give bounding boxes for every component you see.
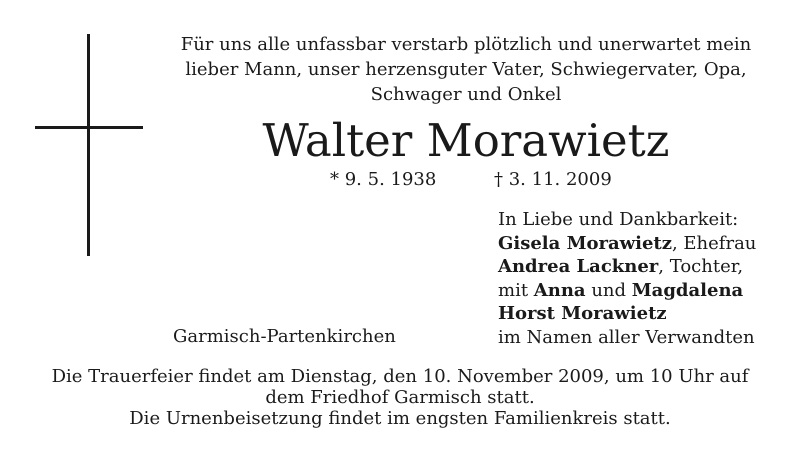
intro-line-3: Schwager und Onkel <box>370 84 562 105</box>
family-line-2 <box>498 255 756 279</box>
cross-icon-horizontal <box>35 126 143 129</box>
place-name: Garmisch-Partenkirchen <box>173 326 396 347</box>
family-line-4 <box>498 302 756 326</box>
footer-line-1: Die Trauerfeier findet am Dienstag, den 10. November 2009, um 10 Uhr auf <box>51 366 749 387</box>
intro-line-2: lieber Mann, unser herzensguter Vater, Schwiegervater, Opa, <box>185 59 747 80</box>
family-name-3: Horst Morawietz <box>498 303 667 324</box>
intro-text <box>160 32 772 107</box>
family-line-3 <box>498 279 756 303</box>
family-and-text: und <box>585 279 632 301</box>
grandchild-name-2: Magdalena <box>631 279 744 301</box>
family-role-1: , Ehefrau <box>671 232 757 254</box>
death-date: † 3. 11. 2009 <box>494 169 612 190</box>
family-relatives: im Namen aller Verwandten <box>498 326 755 348</box>
family-with-text: mit <box>498 279 534 301</box>
intro-line-1: Für uns alle unfassbar verstarb plötzlich und unerwartet mein <box>180 34 752 55</box>
family-role-2: , Tochter, <box>658 256 744 277</box>
family-name-2: Andrea Lackner <box>498 256 659 277</box>
footer-line-3: Die Urnenbeisetzung findet im engsten Familienkreis statt. <box>129 408 671 429</box>
grandchild-name-1: Anna <box>533 279 586 301</box>
birth-date: * 9. 5. 1938 <box>330 169 437 190</box>
funeral-details <box>0 366 800 429</box>
family-line-1 <box>498 232 756 256</box>
family-heading: In Liebe und Dankbarkeit: <box>498 209 739 230</box>
deceased-name: Walter Morawietz <box>262 114 670 167</box>
footer-line-2: dem Friedhof Garmisch statt. <box>265 387 535 408</box>
family-name-1: Gisela Morawietz <box>498 232 672 254</box>
cross-icon-vertical <box>87 34 90 256</box>
family-signatures <box>498 208 756 349</box>
